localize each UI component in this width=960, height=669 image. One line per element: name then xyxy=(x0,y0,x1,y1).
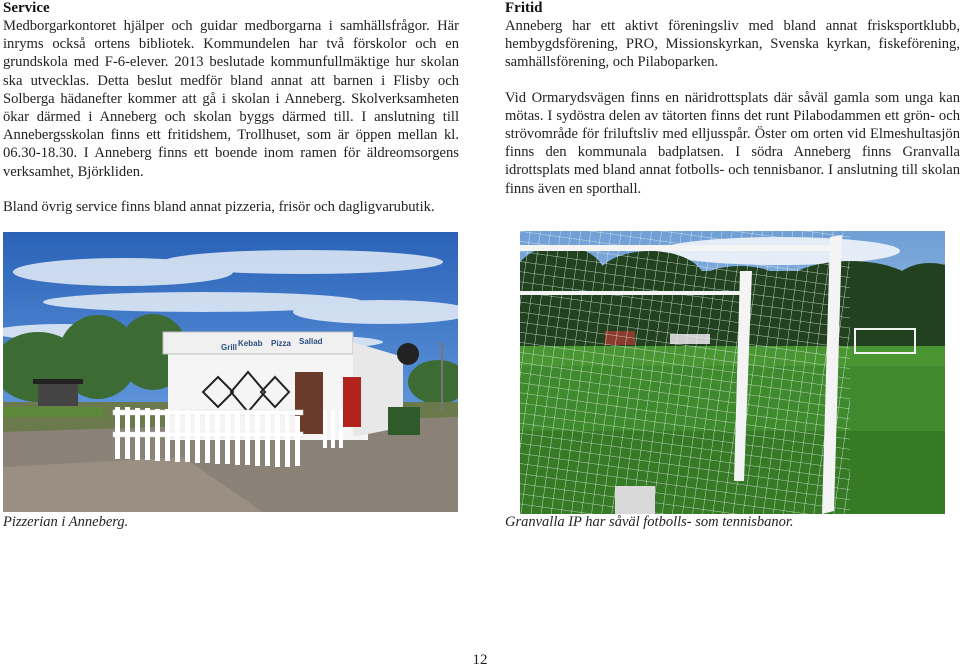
fritid-paragraph-1: Anneberg har ett aktivt föreningsliv med bland annat frisksportklubb, hembygdsförening, PRO, Missionskyrkan, Svenska kyrkan, fiskeförening, samhällsförening, och Pilaboparken. xyxy=(505,18,960,71)
football-field-photo xyxy=(520,231,945,514)
service-column xyxy=(3,0,459,216)
pizzeria-caption: Pizzerian i Anneberg. xyxy=(3,514,129,530)
sign-grill: Grill xyxy=(221,343,238,352)
service-paragraph-2: Bland övrig service finns bland annat pizzeria, frisör och dagligvarubutik. xyxy=(3,198,435,215)
fritid-column xyxy=(505,0,960,198)
sign-pizza: Pizza xyxy=(271,339,292,348)
page-number: 12 xyxy=(472,652,488,668)
fritid-heading: Fritid xyxy=(505,0,543,16)
sign-sallad: Sallad xyxy=(299,337,323,346)
pizzeria-photo xyxy=(3,232,458,512)
service-heading: Service xyxy=(3,0,50,16)
sign-kebab: Kebab xyxy=(238,339,263,348)
service-paragraph-1: Medborgarkontoret hjälper och guidar medborgarna i samhällsfrågor. Här inryms också ortens bibliotek. Kommundelen har två förskolor och en grundskola med F-6-elever. 2013 beslutade kommunfullmäktige hur skolan ska utvecklas. Detta beslut medför bland annat att barnen i Flisby och Solberga hädanefter kommer att gå i skolan i Anneberg. Skolverksamheten ökar därmed i Anneberg och skolan byggs därmed till. I anslutning till Annebergsskolan finns ett fritidshem, Trollhuset, som är öppen mellan kl. 06.30-18.30. I Anneberg finns ett boende inom ramen för äldreomsorgens verksamhet, Björkliden. xyxy=(3,18,459,180)
football-field-caption: Granvalla IP har såväl fotbolls- som tennisbanor. xyxy=(505,514,794,530)
fritid-paragraph-2: Vid Ormarydsvägen finns en näridrottsplats där såväl gamla som unga kan mötas. I sydöstra delen av tätorten finns det runt Pilabodammen ett grön- och strövområde för friluftsliv med elljusspår. Öster om orten vid Elmeshultasjön finns den kommunala badplatsen. I södra Anneberg finns Granvalla idrottsplats med bland annat fotbolls- och tennisbanor. I anslutning till skolan finns även en sporthall. xyxy=(505,89,960,197)
